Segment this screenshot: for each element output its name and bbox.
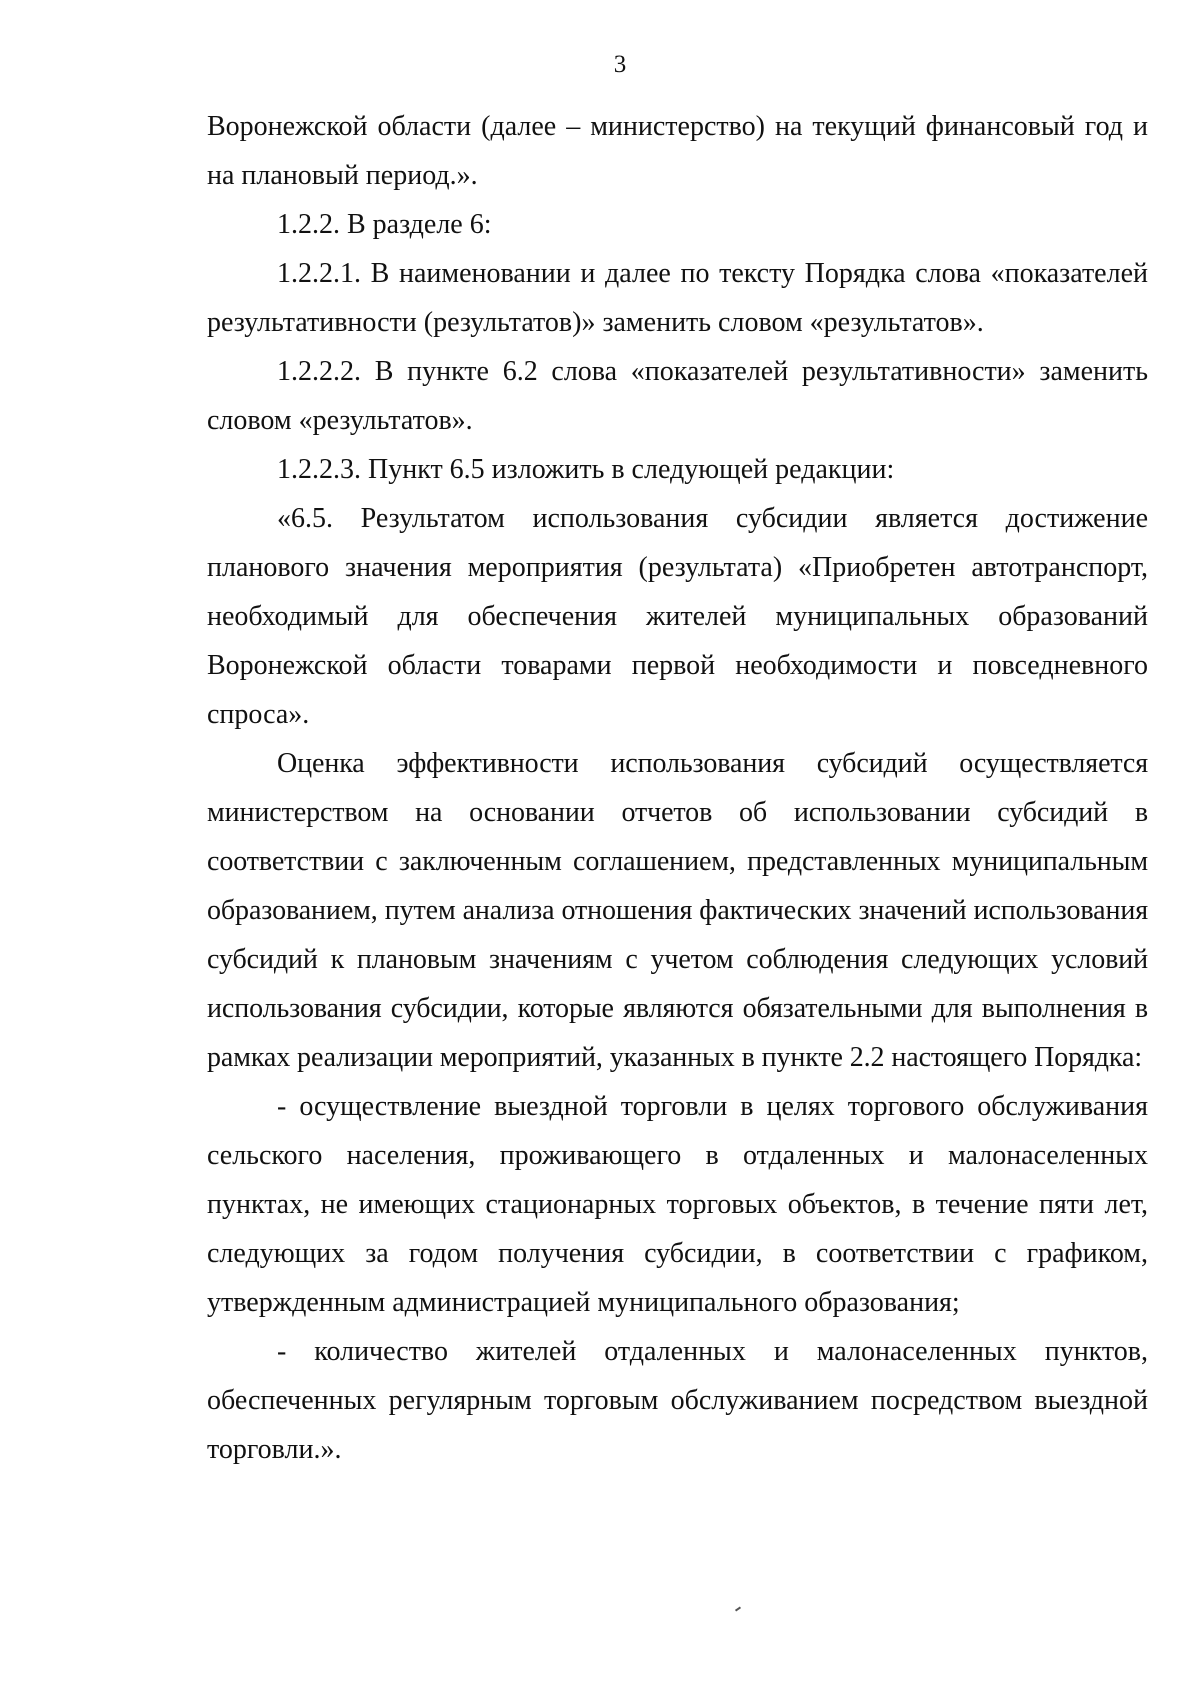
- paragraph-evaluation: Оценка эффективности использования субсидий осуществляется министерством на основании отчетов об использовании субсидий в соответствии с заключенным соглашением, представленных муниципальным образованием, путем анализа отношения фактических значений использования субсидий к плановым значениям с учетом соблюдения следующих условий использования субсидии, которые являются обязательными для выполнения в рамках реализации мероприятий, указанных в пункте 2.2 настоящего Порядка:: [207, 748, 1148, 1073]
- document-body: [207, 102, 1148, 1474]
- paragraph-1-2-2-2: 1.2.2.2. В пункте 6.2 слова «показателей результативности» заменить словом «результатов».: [207, 356, 1148, 436]
- paragraph-continuation: Воронежской области (далее – министерство) на текущий финансовый год и на плановый период.».: [207, 111, 1148, 191]
- paragraph-1-2-2-1: 1.2.2.1. В наименовании и далее по тексту Порядка слова «показателей результативности (результатов)» заменить словом «результатов».: [207, 258, 1148, 338]
- scan-mark: [735, 1606, 741, 1611]
- page-number: 3: [613, 51, 627, 78]
- paragraph-6-5: «6.5. Результатом использования субсидии является достижение планового значения мероприятия (результата) «Приобретен автотранспорт, необходимый для обеспечения жителей муниципальных образований Воронежской области товарами первой необходимости и повседневного спроса».: [207, 503, 1148, 730]
- paragraph-section-1-2-2: 1.2.2. В разделе 6:: [277, 209, 492, 240]
- paragraph-condition-residents: - количество жителей отдаленных и малонаселенных пунктов, обеспеченных регулярным торговым обслуживанием посредством выездной торговли.».: [207, 1336, 1148, 1465]
- paragraph-1-2-2-3: 1.2.2.3. Пункт 6.5 изложить в следующей редакции:: [277, 454, 895, 485]
- paragraph-condition-trade: - осуществление выездной торговли в целях торгового обслуживания сельского населения, проживающего в отдаленных и малонаселенных пунктах, не имеющих стационарных торговых объектов, в течение пяти лет, следующих за годом получения субсидии, в соответствии с графиком, утвержденным администрацией муниципального образования;: [207, 1091, 1148, 1318]
